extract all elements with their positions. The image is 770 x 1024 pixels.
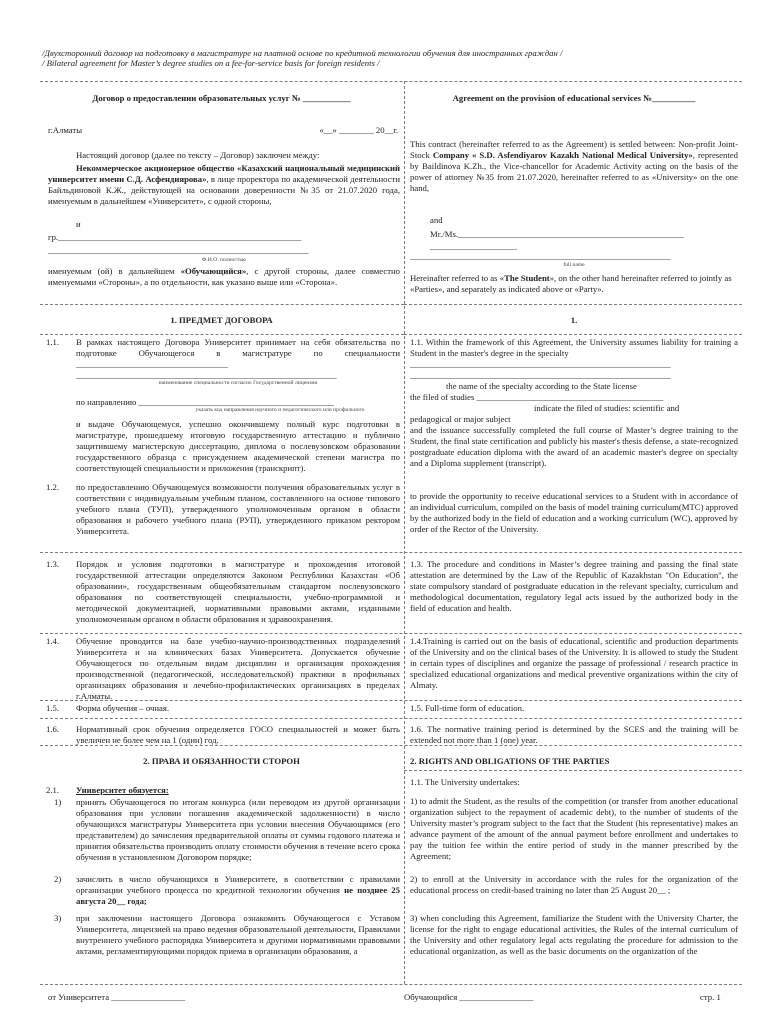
ru-p16-text: Нормативный срок обучения определяется ГОСО специальностей и может быть увеличен не более чем на 1 (один) год.: [76, 724, 400, 745]
ru-p11-number: 1.1.: [46, 337, 60, 347]
en-p15-text: 1.5. Full-time form of education.: [410, 703, 525, 713]
en-intro-a: This contract (hereinafter referred to as the Agreement) is settled between: Non-profit Joint-Stock: [410, 139, 738, 160]
ru-p14-text: Обучение проводится на базе учебно-научно-производственных подразделений Университета и на клинических базах Университета. Допускается обучение Обучающегося по отдельным видам дисциплин и организация прохождения производственной (педагогической, исследовательской) практики в профильных организациях образования и лечебно-профилактических организациях в пределах г.Алматы.: [76, 636, 400, 700]
ru-p13-text: Порядок и условия подготовки в магистратуре и прохождения итоговой государственной аттестации определяются Законом Республики Казахстан «Об образовании», государственным общеобязательным стандартом послевузовского образования по соответствующей специальности, учебно-программной и методической документацией, нормативными правовыми актами, изданными уполномоченным органом в области образования и здравоохранения.: [76, 559, 400, 624]
en-p11-specialty-note: the name of the specialty according to the State license: [446, 381, 637, 391]
ru-named-rest: , с другой стороны, далее совместно именуемыми «Стороны», а по отдельности, как указано выше или «Сторона».: [48, 266, 401, 287]
ru-p11-text: В рамках настоящего Договора Университет принимает на себя обязательства по подготовке Обучающегося в магистратуре по специальности ___________________________________: [76, 337, 400, 369]
en-p11-field-of-studies[interactable]: the filed of studies ___________________________________________: [410, 392, 664, 402]
en-item3-text: 3) when concluding this Agreement, familiarize the Student with the University Charter, the license for the right to engage educational activities, the Rules of the internal curriculum of the University and other regulatory legal acts regulating the procedure for admission to the educational organization, as well as the basic documents on the organization of the: [410, 913, 738, 956]
ru-sec1-divider-top: [40, 304, 404, 305]
en-named: [410, 273, 738, 295]
en-intro: [410, 139, 738, 194]
ru-item2-text: [76, 874, 400, 907]
en-named-b: », on the other hand hereinafter referred to jointly as «Parties», and separately as indicated above or «Party».: [410, 273, 732, 294]
en-sec1-divider-top: [404, 304, 742, 305]
ru-p12-number: 1.2.: [46, 482, 60, 492]
en-p14-text: 1.4.Training is carried out on the basis of educational, scientific and production departments of the University and on the clinical bases of the University. It is allowed to study the Student in certain types of disciplines and organize the passage of professional / research practice in specialized educational organizations and medical preventive organizations within the city of Almaty.: [410, 636, 738, 690]
en-name-field[interactable]: ____________________________________________________________: [410, 251, 671, 261]
ru-p13-number: 1.3.: [46, 559, 60, 569]
ru-item1-text: принять Обучающегося по итогам конкурса (или переводом из другой организации образования при условии погашения академической задолженности) в число обучающихся магистратуры Университета при условии внесения Обучающимся (его представителем) до зачисления предварительной оплаты от суммы годового платежа и принятия обязательства производить оплату стоимости обучения в течение всего срока обучения в установленном Договором порядке;: [76, 797, 400, 862]
ru-city: г.Алматы: [48, 125, 83, 135]
en-fullname-note: full name: [563, 262, 585, 268]
en-p21-text: 1.1. The University undertakes:: [410, 777, 520, 787]
ru-item2-number: 2): [54, 874, 62, 884]
column-divider: [404, 81, 405, 984]
en-named-a: Hereinafter referred to as «: [410, 273, 505, 283]
ru-item1-number: 1): [54, 797, 62, 807]
ru-p21-number: 2.1.: [46, 785, 60, 795]
frame-bottom: [40, 984, 742, 985]
en-p16-text: 1.6. The normative training period is determined by the SCES and the training will be extended not more than 1 (one) year.: [410, 724, 738, 745]
ru-title: Договор о предоставлении образовательных услуг № ___________: [92, 93, 351, 103]
ru-p15-number: 1.5.: [46, 703, 60, 713]
ru-named: [48, 266, 400, 288]
en-and: and: [430, 215, 443, 225]
en-p12-text: to provide the opportunity to receive educational services to a Student with in accordance of an individual curriculum, compiled on the basis of model training curriculum(MTC) approved by the authorized body in the field of education and a working curriculum (WC), approved by order of the Rector of the University.: [410, 491, 738, 534]
en-section2-title: 2. RIGHTS AND OBLIGATIONS OF THE PARTIES: [410, 756, 610, 766]
frame-top: [40, 81, 742, 82]
en-p11-text: 1.1. Within the framework of this Agreement, the University assumes liability for training a Student in the master's degree in the specialty: [410, 337, 738, 358]
divider-1-4: [40, 633, 742, 634]
ru-p14-number: 1.4.: [46, 636, 60, 646]
ru-intro: Настоящий договор (далее по тексту – Договор) заключен между:: [76, 150, 320, 160]
en-section1-title: 1.: [570, 315, 578, 325]
en-p11-field-note: indicate the filed of studies: scientific and: [534, 403, 680, 413]
en-mr-field-cont[interactable]: ____________________: [430, 241, 517, 251]
ru-section2-title: 2. ПРАВА И ОБЯЗАННОСТИ СТОРОН: [143, 756, 300, 766]
ru-p11-text-b: и выдаче Обучающемуся, успешно окончившему полный курс подготовки в магистратуре, прошедшему итоговую государственную аттестацию и публично защитившему магистерскую диссертацию, диплома о послевузовском образовании государственного образца с присуждением академической степени магистра по соответствующей специальности и приложения (транскрипт).: [76, 419, 400, 473]
footer-university-signature[interactable]: от Университета _________________: [48, 992, 186, 1002]
ru-item2-deadline: не позднее 25 августа 20__ года;: [76, 885, 400, 906]
ru-p12-text: по предоставлению Обучающемуся возможности получения образовательных услуг в соответствии с индивидуальным учебным планом, составленного на основе типового учебного плана (ТУП), утвержденного уполномоченным органом в области образования и рабочего учебного плана (РУП), утвержденного приказом ректором Университета.: [76, 482, 400, 536]
header-line-ru: /Двухсторонний договор на подготовку в магистратуре на платной основе по кредитной технологии обучения для иностранных граждан /: [42, 48, 563, 58]
ru-p11-specialty-note: наименование специальности согласно Государственной лицензии: [158, 380, 318, 386]
en-p11-specialty-field[interactable]: ____________________________________________________________: [410, 359, 671, 369]
ru-item2-text-a: зачислить в число обучающихся в Университете, в соответствии с правилами организации учебного процесса по кредитной технологии обучения: [76, 874, 400, 895]
en-item1-text: 1) to admit the Student, as the results of the competition (or transfer from another educational organization subject to the repayment of academic debt), to the number of students of the University master’s program subject to the fact that the Student (his representative) makes an advance payment of the amount of the annual payment before enrollment and undertakes to pay the tuition fee within the entire period of study in the manner prescribed by the Agreement;: [410, 796, 738, 861]
en-sec2-divider: [404, 770, 742, 771]
en-item2-text: 2) to enroll at the University in accordance with the rules for the organization of the educational process on credit-based training no later than 25 August 20__ ;: [410, 874, 738, 895]
ru-item3-text: при заключении настоящего Договора ознакомить Обучающегося с Уставом Университета, лицензией на право ведения образовательной деятельности, Правилами внутреннего учебного распорядка Университета и другими нормативными правовыми актами, регламентирующими порядок приема в организации образования, а: [76, 913, 400, 956]
ru-fio-note: Ф.И.О. полностью: [201, 257, 247, 263]
ru-named-pre: именуемым (ой) в дальнейшем: [48, 266, 181, 276]
en-intro-university: Company « S.D. Asfendiyarov Kazakh National Medical University»: [432, 150, 693, 160]
ru-p11-direction-field[interactable]: по направлению _____________________________________________: [76, 397, 335, 407]
header-line-en: / Bilateral agreement for Master’s degree studies on a fee-for-service basis for foreign residents /: [42, 58, 380, 68]
footer-student-signature[interactable]: Обучающийся _________________: [404, 992, 534, 1002]
ru-p15-text: Форма обучения – очная.: [76, 703, 170, 713]
ru-gr-field[interactable]: гр.________________________________________________________: [48, 232, 302, 242]
ru-date: «__» ________ 20__г.: [319, 125, 398, 135]
ru-p11-direction-note: указать код направления научного и педагогического или профильного: [195, 407, 365, 413]
en-p11-specialty-field-2[interactable]: ____________________________________________________________: [410, 370, 671, 380]
en-sec1-divider-bottom: [404, 334, 742, 335]
en-p13-text: 1.3. The procedure and conditions in Master’s degree training and passing the final state attestation are determined by the Law of the Republic of Kazakhstan "On Education", the state compulsory standard of postgraduate education in the relevant specialty, curriculum and methodological documentation, regulatory legal acts issued by the authorized body in the field of education and health.: [410, 559, 738, 613]
page-number: стр. 1: [700, 992, 721, 1002]
ru-section1-title: 1. ПРЕДМЕТ ДОГОВОРА: [170, 315, 273, 325]
ru-and: и: [76, 219, 81, 229]
en-intro-b: , represented by Baildinova K.Zh., the Vice-chancellor for Academic Activity acting on the basis of the power of attorney №35 from 21.07.2020, hereinafter referred to as «University» on the one hand,: [410, 150, 738, 193]
en-title: Agreement on the provision of educational services №__________: [452, 93, 696, 103]
divider-1-5: [40, 700, 742, 701]
divider-sec2: [40, 745, 742, 746]
ru-sec1-divider-bottom: [40, 334, 404, 335]
ru-p11-specialty-field[interactable]: ____________________________________________________________: [76, 370, 337, 380]
ru-p21-text: Университет обязуется:: [76, 785, 169, 795]
divider-1-6: [40, 718, 742, 719]
en-p11-text-b: pedagogical or major subject and the issuance successfully completed the full course of Master’s degree training to the Student, the final state certification and publicly his master's thesis defense, a state-recognized postgraduate education diploma with the award of an academic master's degree on specialty and a Diploma supplement (transcript).: [410, 414, 738, 468]
ru-party-rest: , в лице проректора по академической деятельности Байльдиновой К.Ж., действующей на основании доверенности №35 от 21.07.2020 года, именуемым в дальнейшем «Университет», с одной стороны,: [48, 174, 400, 206]
divider-1-3: [40, 552, 742, 553]
ru-named-student: «Обучающийся»: [180, 266, 247, 276]
ru-p16-number: 1.6.: [46, 724, 60, 734]
ru-party: [48, 163, 400, 207]
en-named-student: The Student: [504, 273, 550, 283]
ru-party-name: Некоммерческое акционерное общество «Казахский национальный медицинский университет имени С.Д. Асфендиярова»: [48, 163, 400, 184]
ru-item3-number: 3): [54, 913, 62, 923]
en-mr-field[interactable]: Mr./Ms.____________________________________________________: [430, 229, 684, 239]
ru-fio-field[interactable]: ____________________________________________________________: [48, 245, 309, 255]
